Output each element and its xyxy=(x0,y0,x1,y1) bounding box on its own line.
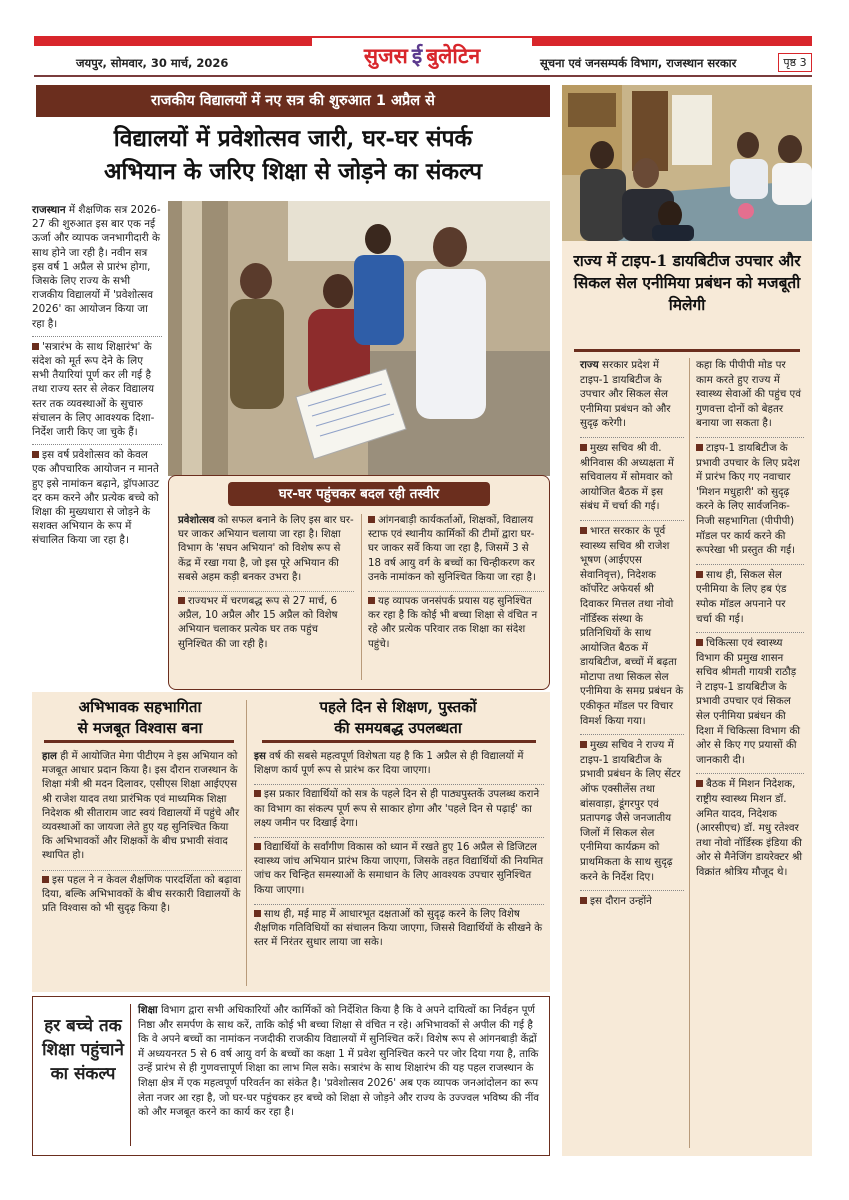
headline-line-1: विद्यालयों में प्रवेशोत्सव जारी, घर-घर संपर्क xyxy=(113,125,473,152)
bullet-icon xyxy=(32,343,39,350)
bullet-icon xyxy=(696,639,703,646)
outreach-box-title: घर-घर पहुंचकर बदल रही तस्वीर xyxy=(228,482,490,506)
outreach-divider xyxy=(361,514,362,680)
first-day-title: पहले दिन से शिक्षण, पुस्तकों की समयबद्ध उपलब्धता xyxy=(319,698,477,737)
headline-line-2: अभियान के जरिए शिक्षा से जोड़ने का संकल्प xyxy=(103,158,483,185)
first-day-text: इस वर्ष की सबसे महत्वपूर्ण विशेषता यह है कि 1 अप्रैल से ही विद्यालयों में शिक्षण कार्य पूर्ण रूप से प्रारंभ कर दिया जाएगा। इस प्रकार विद्यार्थियों को सत्र के पहले दिन से ही पाठ्यपुस्तकें उपलब्ध कराने का विभाग का संकल्प पूर्ण रूप से साकार होगा और 'पहले दिन से पढ़ाई' का लक्ष्य जमीन पर दिखाई देगा। विद्यार्थियों के सर्वांगीण विकास को ध्यान में रखते हुए 16 अप्रैल से डिजिटल स्वास्थ्य जांच अभियान प्रारंभ किया जाएगा, जिसके तहत विद्यार्थियों की नियमित जांच कर चिन्हित समस्याओं के समाधान के लिए आवश्यक उपचार सुनिश्चित किया जाएगा। साथ ही, मई माह में आधारभूत दक्षताओं को सुदृढ़ करने के लिए विशेष शैक्षणिक गतिविधियों का संचालन किया जाएगा, जिससे विद्यार्थियों के सीखने के स्तर में निरंतर सुधार लाया जा सके। xyxy=(254,750,544,956)
page-number: पृष्ठ 3 xyxy=(778,53,812,72)
right-article-title: राज्य में टाइप-1 डायबिटीज उपचार और सिकल सेल एनीमिया प्रबंधन को मजबूती मिलेगी xyxy=(573,251,801,314)
bullet-icon xyxy=(580,897,587,904)
right-article-col-2: कहा कि पीपीपी मोड पर काम करते हुए राज्य में स्वास्थ्य सेवाओं की पहुंच एवं गुणवत्ता दोनों को बेहतर बनाया जा सकता है। टाइप-1 डायबिटीज के प्रभावी उपचार के लिए प्रदेश में प्रारंभ किए गए नवाचार 'मिशन मधुहारी' को सुदृढ़ करने के लिए सार्वजनिक-निजी सहभागिता (पीपीपी) मॉडल पर कार्य करने की रूपरेखा भी प्रस्तुत की गई। साथ ही, सिकल सेल एनीमिया के लिए हब एंड स्पोक मॉडल अपनाने पर चर्चा की गई। चिकित्सा एवं स्वास्थ्य विभाग की प्रमुख शासन सचिव श्रीमती गायत्री राठौड़ ने टाइप-1 डायबिटीज के प्रभावी उपचार एवं सिकल सेल एनीमिया प्रबंधन की दिशा में चिकित्सा विभाग की ओर से किए गए प्रयासों की जानकारी दी। बैठक में मिशन निदेशक, राष्ट्रीय स्वास्थ्य मिशन डॉ. अमित यादव, निदेशक (आरसीएच) डॉ. मधु रतेश्वर तथा नोवो नॉर्डिस्क इंडिया की ओर से मैनेजिंग डायरेक्टर श्री विक्रांत श्रोत्रिय मौजूद थे। xyxy=(696,359,803,878)
meeting-photo-illustration xyxy=(562,85,812,241)
pledge-box-rule xyxy=(130,1004,131,1146)
outreach-paragraph-4: यह व्यापक जनसंपर्क प्रयास यह सुनिश्चित कर रहा है कि कोई भी बच्चा शिक्षा से वंचित न रहे और प्रत्येक परिवार तक शिक्षा का संदेश पहुंचे। xyxy=(368,591,544,652)
bullet-icon xyxy=(368,597,375,604)
bullet-icon xyxy=(254,843,261,850)
bullet-icon xyxy=(580,527,587,534)
parent-participation-rule xyxy=(44,740,234,743)
section-strip: राजकीय विद्यालयों में नए सत्र की शुरुआत 1 अप्रैल से xyxy=(36,85,550,117)
logo-mid: ई xyxy=(411,43,423,68)
bullet-icon xyxy=(580,741,587,748)
first-day-rule xyxy=(262,740,536,743)
main-left-column xyxy=(32,203,162,553)
logo-left: सुजस xyxy=(363,43,408,68)
outreach-box-col-1 xyxy=(178,514,354,658)
bullet-icon xyxy=(696,571,703,578)
bullet-icon xyxy=(254,790,261,797)
parent-participation-text: हाल ही में आयोजित मेगा पीटीएम ने इस अभियान को मजबूत आधार प्रदान किया है। इस दौरान राजस्थान के शिक्षा मंत्री श्री मदन दिलावर, एसीएस शिक्षा आईएएस श्री राजेश यादव तथा प्रारंभिक एवं माध्यमिक शिक्षा निदेशक श्री सीताराम जाट स्वयं विद्यालयों में पहुंचे और व्यवस्थाओं का जायजा लेते हुए यह सुनिश्चित किया कि अभिभावकों और शिक्षकों के बीच प्रभावी संवाद स्थापित हो। इस पहल ने न केवल शैक्षणिक पारदर्शिता को बढ़ावा दिया, बल्कि अभिभावकों के बीच सरकारी विद्यालयों के प्रति विश्वास को भी सुदृढ़ किया है। xyxy=(42,750,242,922)
left-paragraph-1: राजस्थान में शैक्षणिक सत्र 2026-27 की शुरुआत इस बार एक नई ऊर्जा और व्यापक जनभागीदारी के साथ होने जा रही है। नवीन सत्र इस वर्ष 1 अप्रैल से प्रारंभ होगा, जिसके लिए राज्य के सभी राजकीय विद्यालयों में 'प्रवेशोत्सव 2026' का आयोजन किया जा रहा है। xyxy=(32,204,161,330)
pledge-box-label: हर बच्चे तक शिक्षा पहुंचाने का संकल्प xyxy=(42,1016,124,1084)
pledge-box-text: शिक्षा विभाग द्वारा सभी अधिकारियों और कार्मिकों को निर्देशित किया है कि वे अपने दायित्वों का निर्वहन पूर्ण निष्ठा और समर्पण के साथ करें, ताकि कोई भी बच्चा शिक्षा से वंचित न रहे। अभिभावकों से अपील की गई है कि वे अपने बच्चों का नामांकन नजदीकी राजकीय विद्यालयों में सुनिश्चित करें। विशेष रूप से आंगनबाड़ी केंद्रों में अध्ययनरत 5 से 6 वर्ष आयु वर्ग के बच्चों का कक्षा 1 में प्रवेश सुनिश्चित करने पर जोर दिया गया है, ताकि उन्हें प्रारंभ से ही गुणवत्तापूर्ण शिक्षा का लाभ मिल सके। सत्रारंभ के साथ शिक्षारंभ की यह पहल राजस्थान के शिक्षा क्षेत्र में एक महत्वपूर्ण परिवर्तन का संकेत है। 'प्रवेशोत्सव 2026' अब एक व्यापक जनआंदोलन का रूप लेता नजर आ रहा है, जो घर-घर पहुंचकर हर बच्चे को शिक्षा से जोड़ने और राज्य के उज्ज्वल भविष्य की नींव को और मजबूत करने का कार्य कर रहा है। xyxy=(138,1004,539,1119)
meeting-photo xyxy=(562,85,812,241)
masthead-rule xyxy=(34,75,812,77)
dateline: जयपुर, सोमवार, 30 मार्च, 2026 xyxy=(76,56,229,70)
bullet-icon xyxy=(178,597,185,604)
outreach-paragraph-1: प्रवेशोत्सव को सफल बनाने के लिए इस बार घर-घर जाकर अभियान चलाया जा रहा है। शिक्षा विभाग के 'सघन अभियान' को विशेष रूप से केंद्र में रखा गया है, जो इस पूरे अभियान की सबसे अहम कड़ी बनकर उभरा है। xyxy=(178,515,354,583)
bullet-icon xyxy=(696,444,703,451)
school-visit-photo-illustration xyxy=(168,201,550,476)
masthead-logo xyxy=(312,38,532,74)
logo-right: बुलेटिन xyxy=(426,43,481,68)
bullet-icon xyxy=(580,444,587,451)
outreach-paragraph-3: आंगनबाड़ी कार्यकर्ताओं, शिक्षकों, विद्यालय स्टाफ एवं स्थानीय कार्मिकों की टीमों द्वारा घर-घर जाकर सर्वे किया जा रहा है, जिसमें 3 से 18 वर्ष आयु वर्ग के बच्चों का चिन्हीकरण कर उनके नामांकन को सुनिश्चित किया जा रहा है। xyxy=(368,515,536,583)
outreach-box-col-2 xyxy=(368,514,544,658)
bullet-icon xyxy=(42,876,49,883)
parent-participation-title: अभिभावक सहभागिता से मजबूत विश्वास बना xyxy=(77,698,203,737)
right-article-rule xyxy=(574,349,800,352)
left-paragraph-3: इस वर्ष प्रवेशोत्सव को केवल एक औपचारिक आयोजन न मानते हुए इसे नामांकन बढ़ाने, ड्रॉपआउट दर कम करने और प्रत्येक बच्चे को शिक्षा की मुख्यधारा से जोड़ने के सशक्त अभियान के रूप में संचालित किया जा रहा है। xyxy=(32,444,162,547)
left-paragraph-2: 'सत्रारंभ के साथ शिक्षारंभ' के संदेश को मूर्त रूप देने के लिए सभी तैयारियां पूर्ण कर ली गई है तथा राज्य स्तर से लेकर विद्यालय स्तर तक व्यवस्थाओं के सुचारु संचालन के लिए आवश्यक दिशा-निर्देश जारी किए जा चुके हैं। xyxy=(32,336,162,439)
bullet-icon xyxy=(254,910,261,917)
right-article-col-1: राज्य सरकार प्रदेश में टाइप-1 डायबिटीज के उपचार और सिकल सेल एनीमिया प्रबंधन को और सुदृढ़ करेगी। मुख्य सचिव श्री वी. श्रीनिवास की अध्यक्षता में सचिवालय में सोमवार को आयोजित बैठक में इस संबंध में चर्चा की गई। भारत सरकार के पूर्व स्वास्थ्य सचिव श्री राजेश भूषण (आईएएस सेवानिवृत्त), निदेशक कॉर्पोरेट अफेयर्स श्री दिवाकर मित्तल तथा नोवो नॉर्डिस्क संस्था के प्रतिनिधियों के साथ आयोजित बैठक में डायबिटीज, बच्चों में बढ़ता मोटापा तथा सिकल सेल एनीमिया के समग्र प्रबंधन के एकीकृत मॉडल पर विचार विमर्श किया गया। मुख्य सचिव ने राज्य में टाइप-1 डायबिटीज के प्रभावी प्रबंधन के लिए सेंटर ऑफ एक्सीलेंस तथा बांसवाड़ा, डूंगरपुर एवं प्रतापगढ़ जैसे जनजातीय जिलों में सिकल सेल एनीमिया कार्यक्रम को प्राथमिकता के साथ सुदृढ़ करने के निर्देश दिए। इस दौरान उन्होंने xyxy=(580,359,684,908)
outreach-paragraph-2: राज्यभर में चरणबद्ध रूप से 27 मार्च, 6 अप्रैल, 10 अप्रैल और 15 अप्रैल को विशेष अभियान चलाकर प्रत्येक घर तक पहुंच सुनिश्चित की जा रही है। xyxy=(178,591,354,652)
right-article-divider xyxy=(689,358,690,1148)
bullet-icon xyxy=(32,451,39,458)
school-visit-photo xyxy=(168,201,550,476)
bullet-icon xyxy=(368,516,375,523)
main-headline xyxy=(36,122,550,188)
lower-sections-divider xyxy=(246,700,247,986)
bullet-icon xyxy=(696,780,703,787)
department-name: सूचना एवं जनसम्पर्क विभाग, राजस्थान सरकार xyxy=(540,56,737,70)
